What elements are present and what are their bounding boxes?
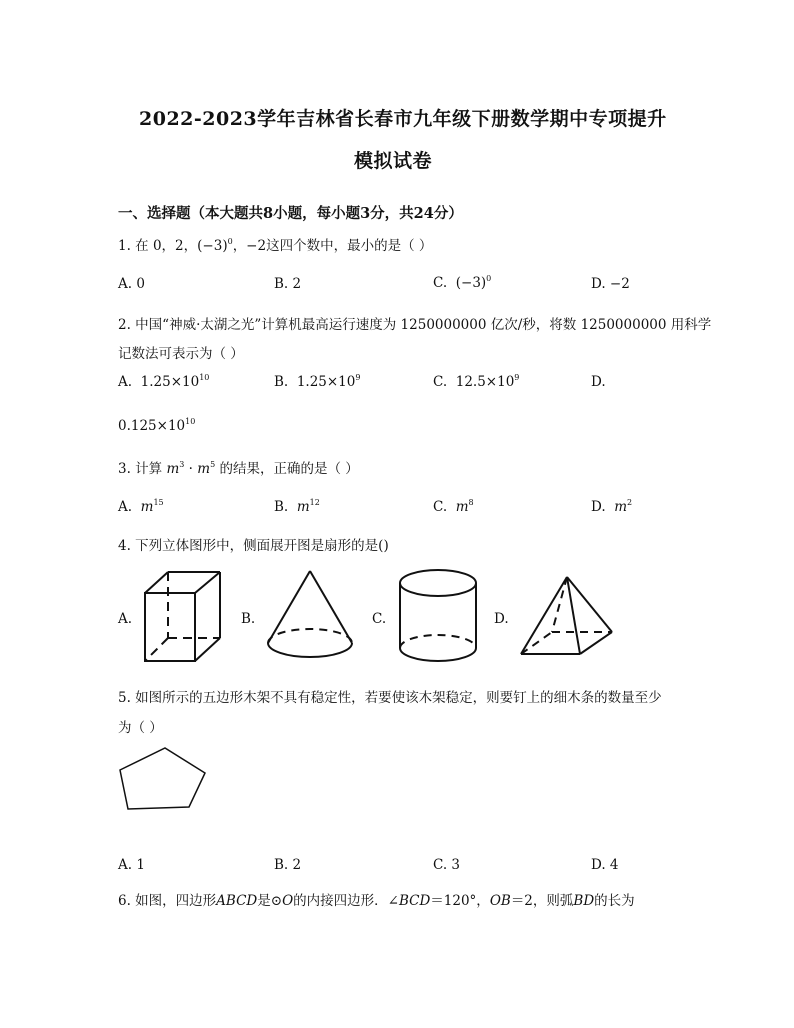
exam-title-line1: 2022-2023学年吉林省长春市九年级下册数学期中专项提升 — [139, 108, 667, 130]
q2-d-base: 0.125×10 — [118, 418, 186, 434]
q6-text-e: ＝2，则弧 — [510, 893, 574, 909]
q3-b-sup: 12 — [309, 498, 320, 507]
q3-text-a: 3. 计算 — [118, 461, 163, 477]
q2-option-c — [433, 374, 519, 390]
q3-d-label: D. — [591, 499, 606, 515]
q6-text-d: ＝120°， — [430, 893, 490, 909]
exam-title-line2: 模拟试卷 — [354, 150, 433, 172]
question-3 — [118, 457, 359, 477]
q1-option-a: A. 0 — [118, 276, 145, 292]
q3-option-b — [274, 499, 320, 515]
q3-c-sup: 8 — [468, 498, 474, 507]
q3-a-m: m — [140, 499, 154, 515]
q1-c-sup: 0 — [486, 274, 492, 283]
q6-text-b: 是⊙ — [257, 893, 283, 909]
q2-option-b — [274, 374, 360, 390]
q4-label-c: C. — [372, 611, 387, 627]
q2-b-sup: 9 — [355, 373, 361, 382]
q6-abcd: ABCD — [216, 893, 258, 909]
question-2-line1: 2. 中国“神威·太湖之光”计算机最高运行速度为 1250000000 亿次/秒，将数 1250000000 用科学 — [118, 317, 712, 333]
q4-label-b: B. — [241, 611, 256, 627]
q6-o: O — [282, 893, 294, 909]
q1-option-c — [433, 275, 491, 291]
q3-d-m: m — [614, 499, 628, 515]
q2-option-d-value — [118, 418, 195, 434]
q1-expr-sup: 0 — [227, 237, 233, 246]
cylinder-figure — [396, 566, 481, 666]
q3-m2: m — [197, 461, 211, 477]
q4-label-a: A. — [118, 611, 133, 627]
q3-sup2: 5 — [210, 460, 216, 469]
q1-option-d: D. −2 — [591, 276, 630, 292]
cube-figure — [138, 570, 228, 665]
q2-c-sup: 9 — [514, 373, 520, 382]
q2-a-label: A. — [118, 374, 133, 390]
q3-sup1: 3 — [179, 460, 185, 469]
q1-expr: (−3) — [197, 238, 228, 254]
q6-bcd: BCD — [398, 893, 431, 909]
pentagon-figure — [115, 745, 210, 815]
q3-option-d — [591, 499, 632, 515]
q2-a-base: 1.25×10 — [140, 374, 200, 390]
q1-c-label: C. — [433, 275, 448, 291]
q5-option-a: A. 1 — [118, 857, 145, 873]
q3-option-c — [433, 499, 474, 515]
q5-option-b: B. 2 — [274, 857, 302, 873]
q2-option-d-label: D. — [591, 374, 606, 390]
question-5-line1: 5. 如图所示的五边形木架不具有稳定性，若要使该木架稳定，则要钉上的细木条的数量至少 — [118, 690, 662, 706]
pyramid-figure — [516, 574, 616, 662]
q2-c-base: 12.5×10 — [455, 374, 515, 390]
q2-c-label: C. — [433, 374, 448, 390]
q1-text-a: 1. 在 0，2， — [118, 238, 198, 254]
q6-bd: BD — [573, 893, 595, 909]
cone-figure — [262, 568, 357, 663]
q2-d-sup: 10 — [185, 417, 196, 426]
q1-option-b: B. 2 — [274, 276, 302, 292]
q3-c-label: C. — [433, 499, 448, 515]
question-5-line2: 为（ ） — [118, 720, 163, 736]
q2-a-sup: 10 — [199, 373, 210, 382]
q6-text-c: 的内接四边形．∠ — [293, 893, 399, 909]
q3-c-m: m — [455, 499, 469, 515]
question-2-line2: 记数法可表示为（ ） — [118, 346, 244, 362]
q3-dot: · — [184, 461, 198, 477]
q2-b-base: 1.25×10 — [296, 374, 356, 390]
q3-d-sup: 2 — [627, 498, 633, 507]
section-header: 一、选择题（本大题共8小题，每小题3分，共24分） — [118, 205, 463, 222]
question-4: 4. 下列立体图形中，侧面展开图是扇形的是() — [118, 538, 389, 554]
q3-b-label: B. — [274, 499, 289, 515]
q2-b-label: B. — [274, 374, 289, 390]
q3-a-sup: 15 — [153, 498, 164, 507]
q6-text-a: 6. 如图，四边形 — [118, 893, 217, 909]
q3-a-label: A. — [118, 499, 133, 515]
question-1 — [118, 234, 432, 254]
q3-m1: m — [166, 461, 180, 477]
q3-option-a — [118, 499, 164, 515]
q6-ob: OB — [489, 893, 511, 909]
q4-label-d: D. — [494, 611, 509, 627]
q1-c-expr: (−3) — [455, 275, 487, 291]
q3-b-m: m — [296, 499, 310, 515]
q2-option-a — [118, 374, 209, 390]
question-6 — [118, 889, 635, 909]
q3-text-b: 的结果，正确的是（ ） — [219, 461, 359, 477]
q1-text-b: ，−2这四个数中，最小的是（ ） — [232, 238, 433, 254]
q5-option-d: D. 4 — [591, 857, 619, 873]
q5-option-c: C. 3 — [433, 857, 461, 873]
q6-text-f: 的长为 — [594, 893, 635, 909]
